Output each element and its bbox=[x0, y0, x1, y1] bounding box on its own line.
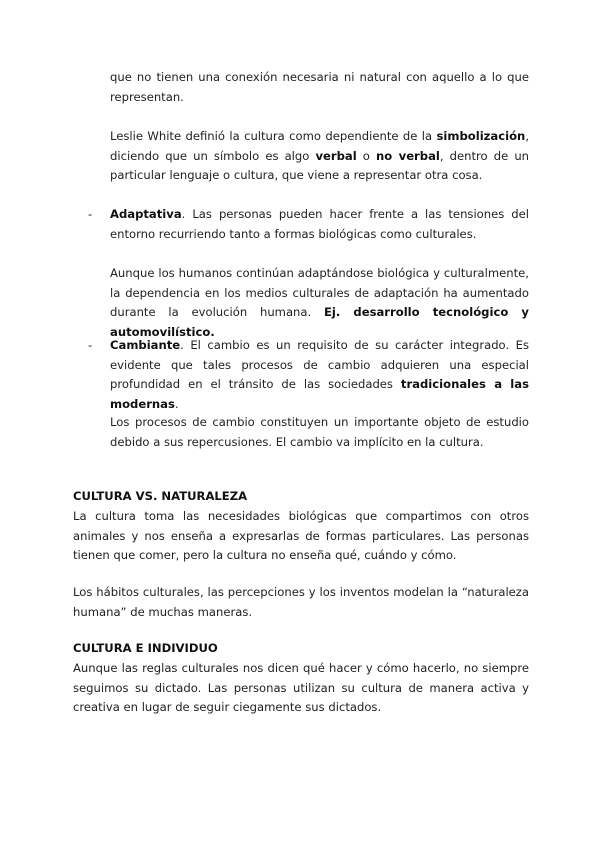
paragraph-cultural-habits: Los hábitos culturales, las percepciones y los inventos modelan la “naturaleza humana” de muchas maneras. bbox=[73, 585, 529, 619]
paragraph-text: que no tienen una conexión necesaria ni natural con aquello a lo que representan. bbox=[110, 70, 529, 104]
paragraph-leslie-white bbox=[110, 127, 529, 186]
paragraph-symbols bbox=[110, 68, 529, 107]
bullet-term: Adaptativa bbox=[110, 207, 182, 221]
bullet-adaptativa bbox=[110, 205, 529, 244]
bold-term: verbal bbox=[315, 148, 357, 163]
paragraph-change bbox=[110, 413, 529, 452]
bullet-cambiante bbox=[110, 336, 529, 414]
paragraph-text: Aunque los humanos continúan adaptándose biológica y culturalmente, la dependencia en los medios culturales de adaptación ha aumentado durante la evolución humana. bbox=[110, 266, 529, 320]
bullet-text: . bbox=[174, 396, 179, 411]
paragraph-biological-needs: La cultura toma las necesidades biológicas que compartimos con otros animales y nos enseña a expresarlas de formas particulares. Las personas tienen que comer, pero la cultura no enseña qué, cuándo y cómo. bbox=[73, 509, 529, 563]
bold-term: tradicionales a las modernas bbox=[110, 377, 529, 411]
paragraph-text: , diciendo que un símbolo es algo bbox=[110, 129, 529, 163]
bold-example: Ej. desarrollo tecnológico y automovilístico. bbox=[110, 305, 529, 339]
paragraph-text: Leslie White definió la cultura como dependiente de la bbox=[110, 129, 437, 143]
section-heading-cultura-individuo: CULTURA E INDIVIDUO bbox=[73, 641, 218, 655]
bold-term: no verbal bbox=[375, 148, 440, 163]
paragraph-text: Los procesos de cambio constituyen un importante objeto de estudio debido a sus repercusiones. El cambio va implícito en la cultura. bbox=[110, 415, 529, 449]
paragraph-text: o bbox=[356, 148, 376, 163]
paragraph-text: , dentro de un particular lenguaje o cultura, que viene a representar otra cosa. bbox=[110, 148, 530, 183]
bullet-marker: - bbox=[88, 338, 93, 352]
bullet-text: . Las personas pueden hacer frente a las tensiones del entorno recurriendo tanto a formas biológicas como culturales. bbox=[110, 207, 529, 241]
bullet-term: Cambiante bbox=[110, 338, 181, 352]
section-heading-cultura-naturaleza: CULTURA VS. NATURALEZA bbox=[73, 489, 248, 503]
paragraph-adaptation bbox=[110, 264, 529, 342]
bullet-marker: - bbox=[88, 207, 93, 221]
bold-term: simbolización bbox=[436, 129, 526, 143]
paragraph-cultural-rules: Aunque las reglas culturales nos dicen qué hacer y cómo hacerlo, no siempre seguimos su dictado. Las personas utilizan su cultura de manera activa y creativa en lugar de seguir ciegamente sus dictados. bbox=[73, 661, 529, 715]
bullet-text: . El cambio es un requisito de su carácter integrado. Es evidente que tales procesos de cambio adquieren una especial profundidad en el tránsito de las sociedades bbox=[110, 338, 529, 392]
